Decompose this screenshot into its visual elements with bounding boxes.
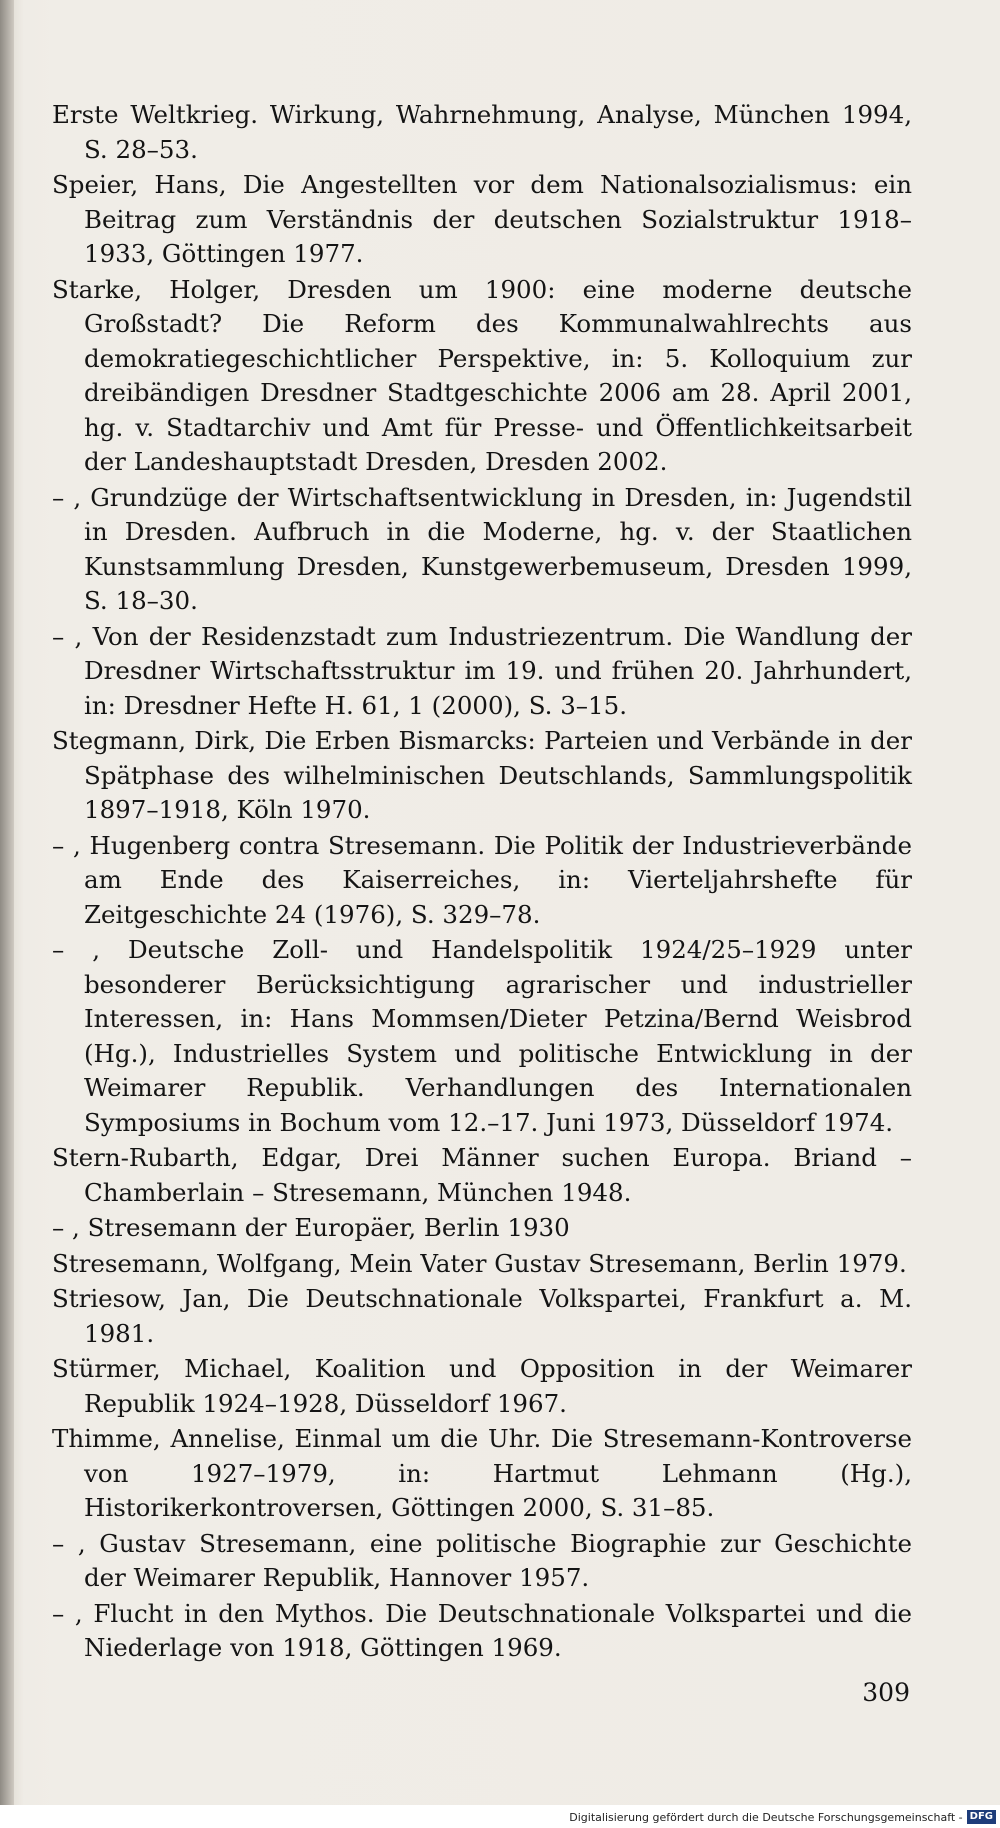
bibliography-entry: – , Von der Residenzstadt zum Industriezentrum. Die Wandlung der Dresdner Wirtschaftsstruktur im 19. und frühen 20. Jahrhundert, in: Dresdner Hefte H. 61, 1 (2000), S. 3–15.: [52, 621, 912, 720]
bibliography-entry: Stegmann, Dirk, Die Erben Bismarcks: Parteien und Verbände in der Spätphase des wilhelminischen Deutschlands, Sammlungspolitik 1897–1918, Köln 1970.: [52, 726, 912, 824]
bibliography-entry: Speier, Hans, Die Angestellten vor dem Nationalsozialismus: ein Beitrag zum Verständnis der deutschen Sozialstruktur 1918–1933, Göttingen 1977.: [52, 170, 912, 268]
bibliography-entry: Erste Weltkrieg. Wirkung, Wahrnehmung, Analyse, München 1994, S. 28–53.: [52, 100, 912, 164]
bibliography-entry: – , Flucht in den Mythos. Die Deutschnationale Volkspartei und die Niederlage von 1918, Göttingen 1969.: [52, 1598, 912, 1662]
dfg-logo-icon: DFG: [967, 1810, 996, 1824]
bibliography-entry: Stürmer, Michael, Koalition und Opposition in der Weimarer Republik 1924–1928, Düsseldorf 1967.: [52, 1354, 912, 1418]
bibliography-list: [52, 98, 912, 1667]
bibliography-entry: – , Stresemann der Europäer, Berlin 1930: [52, 1213, 570, 1242]
digitization-footer: [569, 1810, 996, 1824]
bibliography-entry: Stern-Rubarth, Edgar, Drei Männer suchen Europa. Briand – Chamberlain – Stresemann, München 1948.: [52, 1143, 912, 1207]
book-binding-edge: [0, 0, 14, 1805]
footer-text: Digitalisierung gefördert durch die Deutsche Forschungsgemeinschaft -: [569, 1810, 963, 1824]
bibliography-entry: Striesow, Jan, Die Deutschnationale Volkspartei, Frankfurt a. M. 1981.: [52, 1284, 912, 1348]
bibliography-entry: – , Hugenberg contra Stresemann. Die Politik der Industrieverbände am Ende des Kaiserreiches, in: Vierteljahrshefte für Zeitgeschichte 24 (1976), S. 329–78.: [52, 830, 912, 929]
bibliography-entry: – , Gustav Stresemann, eine politische Biographie zur Geschichte der Weimarer Republik, Hannover 1957.: [52, 1528, 912, 1592]
bibliography-entry: – , Grundzüge der Wirtschaftsentwicklung in Dresden, in: Jugendstil in Dresden. Aufbruch in die Moderne, hg. v. der Staatlichen Kunstsammlung Dresden, Kunstgewerbemuseum, Dresden 1999, S. 18–30.: [52, 482, 912, 615]
bibliography-entry: Thimme, Annelise, Einmal um die Uhr. Die Stresemann-Kontroverse von 1927–1979, in: Hartmut Lehmann (Hg.), Historikerkontroversen, Göttingen 2000, S. 31–85.: [52, 1424, 912, 1522]
bibliography-entry: Stresemann, Wolfgang, Mein Vater Gustav Stresemann, Berlin 1979.: [52, 1248, 907, 1278]
bibliography-entry: – , Deutsche Zoll- und Handelspolitik 1924/25–1929 unter besonderer Berücksichtigung agrarischer und industrieller Interessen, in: Hans Mommsen/Dieter Petzina/Bernd Weisbrod (Hg.), Industrielles System und politische Entwicklung in der Weimarer Republik. Verhandlungen des Internationalen Symposiums in Bochum vom 12.–17. Juni 1973, Düsseldorf 1974.: [52, 935, 912, 1137]
page-number: 309: [862, 1678, 910, 1707]
bibliography-entry: Starke, Holger, Dresden um 1900: eine moderne deutsche Großstadt? Die Reform des Kommunalwahlrechts aus demokratiegeschichtlicher Perspektive, in: 5. Kolloquium zur dreibändigen Dresdner Stadtgeschichte 2006 am 28. April 2001, hg. v. Stadtarchiv und Amt für Presse- und Öffentlichkeitsarbeit der Landeshauptstadt Dresden, Dresden 2002.: [52, 274, 912, 476]
